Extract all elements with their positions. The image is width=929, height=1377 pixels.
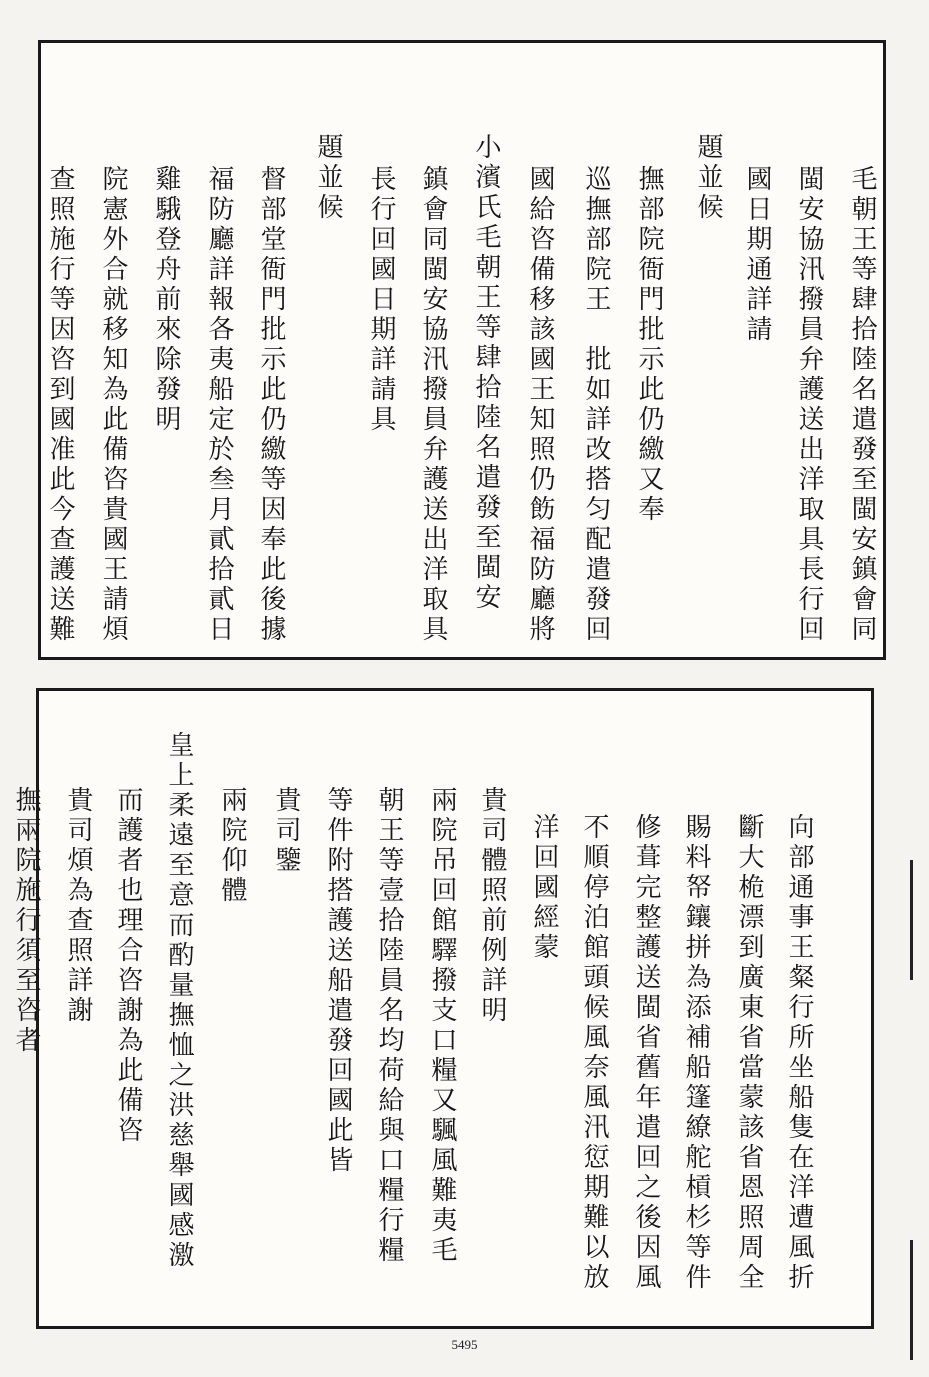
bottom-panel-column: 斷大桅漂到廣東省當蒙該省恩照周全 bbox=[734, 813, 764, 1293]
bottom-panel-column: 而護者也理合咨謝為此備咨 bbox=[113, 786, 143, 1146]
document-panel-top bbox=[38, 40, 886, 660]
top-panel-column: 毛朝王等肆拾陸名遣發至閩安鎮會同 bbox=[847, 165, 877, 645]
bottom-panel-column: 兩院吊回館驛撥支口糧又颿風難夷毛 bbox=[427, 786, 457, 1266]
bottom-panel-column: 兩院仰體 bbox=[217, 786, 247, 906]
bottom-panel-column: 貴司體照前例詳明 bbox=[477, 786, 507, 1026]
top-panel-column: 院憲外合就移知為此備咨貴國王請煩 bbox=[98, 165, 128, 645]
top-panel-column: 查照施行等因咨到國准此今查護送難 bbox=[45, 165, 75, 645]
bottom-panel-column: 洋回國經蒙 bbox=[529, 813, 559, 963]
right-edge-mark bbox=[910, 860, 913, 980]
top-panel-column: 督部堂衙門批示此仍繳等因奉此後據 bbox=[256, 165, 286, 645]
bottom-panel-column: 貴司煩為查照詳謝 bbox=[63, 786, 93, 1026]
bottom-panel-column: 賜料帑鑲拼為添補船篷繚舵槓杉等件 bbox=[681, 813, 711, 1293]
top-panel-column: 雞騀登舟前來除發明 bbox=[151, 165, 181, 435]
bottom-panel-column: 皇上柔遠至意而酌量撫恤之洪慈舉國感激 bbox=[164, 731, 194, 1271]
top-panel-column: 福防廳詳報各夷船定於叁月貳拾貳日 bbox=[204, 165, 234, 645]
bottom-panel-column: 不順停泊館頭候風奈風汛愆期難以放 bbox=[579, 813, 609, 1293]
top-panel-column: 撫部院衙門批示此仍繳又奉 bbox=[634, 165, 664, 525]
top-panel-column: 巡撫部院王 批如詳改搭匀配遣發回 bbox=[581, 165, 611, 645]
top-panel-column: 小濱氏毛朝王等肆拾陸名遣發至閩安 bbox=[471, 133, 501, 613]
top-panel-column: 鎮會同閩安協汛撥員弁護送出洋取具 bbox=[418, 165, 448, 645]
bottom-panel-column: 貴司鑒 bbox=[271, 786, 301, 876]
bottom-panel-column: 撫兩院施行須至咨者 bbox=[11, 786, 41, 1056]
page-number: 5495 bbox=[451, 1337, 478, 1352]
top-panel-column: 國日期通詳請 bbox=[742, 165, 772, 345]
document-panel-bottom bbox=[11, 688, 874, 1329]
bottom-panel-column: 向部通事王粲行所坐船隻在洋遭風折 bbox=[784, 813, 814, 1293]
bottom-panel-column: 等件附搭護送船遣發回國此皆 bbox=[323, 786, 353, 1176]
bottom-panel-column: 朝王等壹拾陸員名均荷給與口糧行糧 bbox=[374, 786, 404, 1266]
top-panel-column: 長行回國日期詳請具 bbox=[366, 165, 396, 435]
top-panel-column: 閩安協汛撥員弁護送出洋取具長行回 bbox=[794, 165, 824, 645]
bottom-panel-column: 修葺完整護送閩省舊年遣回之後因風 bbox=[631, 813, 661, 1293]
top-panel-column: 題並候 bbox=[313, 133, 343, 223]
top-panel-column: 國給咨備移該國王知照仍飭福防廳將 bbox=[525, 165, 555, 645]
top-panel-column: 題並候 bbox=[693, 133, 723, 223]
